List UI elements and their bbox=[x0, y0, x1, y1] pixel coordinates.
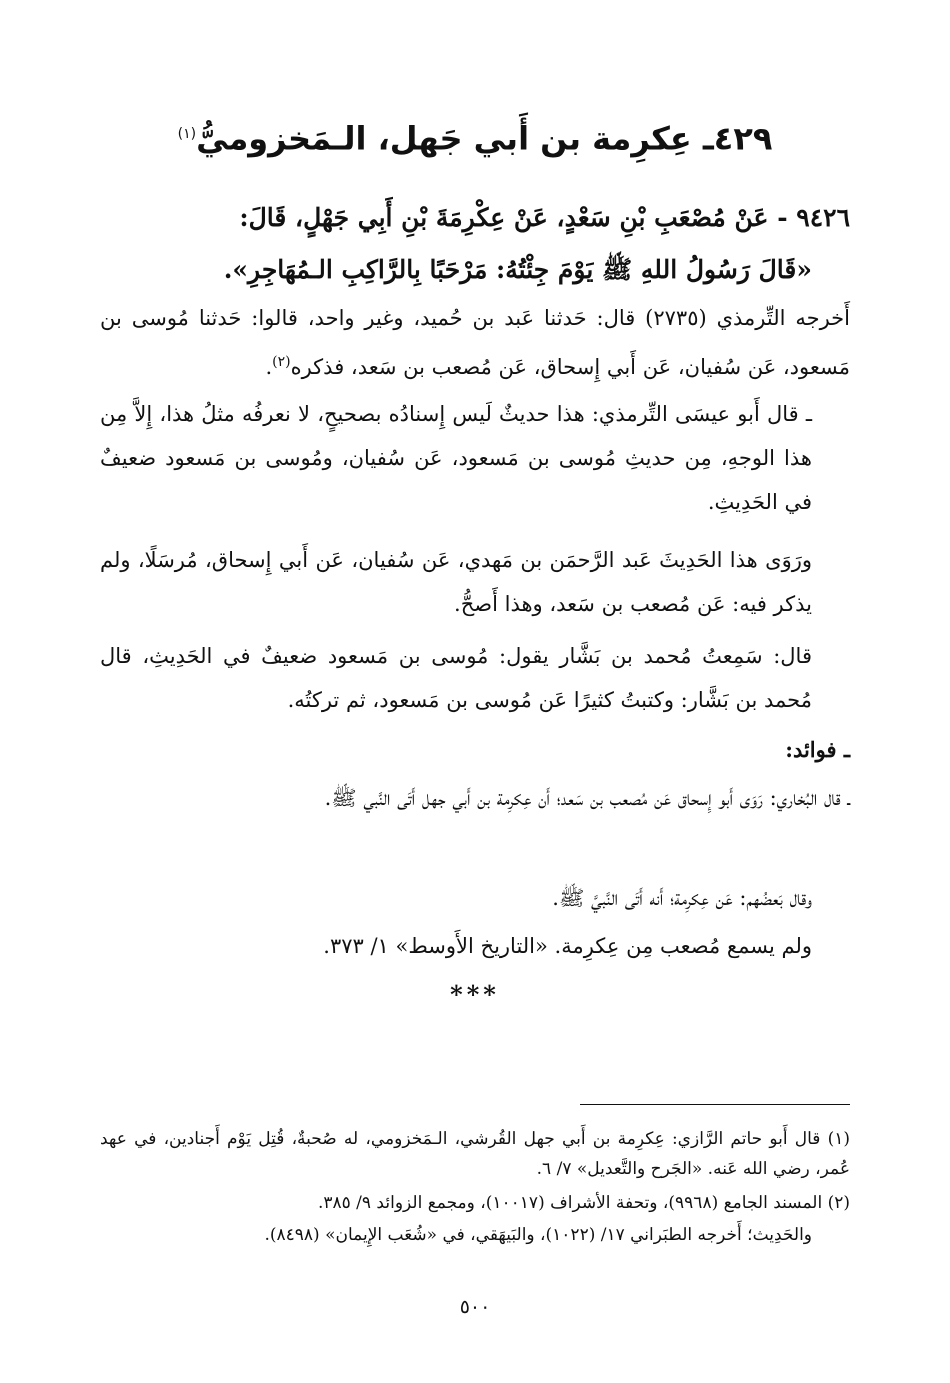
mursal-text: ورَوَى هذا الحَدِيثَ عَبد الرَّحمَن بن مَهدي، عَن سُفيان، عَن أَبي إِسحاق، مُرسَلًا، ولم يذكر فيه: عَن مُصعب بن سَعد، وهذا أَصحُّ. bbox=[100, 548, 812, 616]
page-number: ٥٠٠ bbox=[459, 1296, 491, 1318]
hadith-chain: عَنْ مُصْعَبِ بْنِ سَعْدٍ، عَنْ عِكْرِمَةَ بْنِ أَبِي جَهْلٍ، قَالَ: bbox=[239, 203, 769, 232]
benefits-heading: ـ فوائد: bbox=[785, 737, 850, 762]
tirmidhi-comment bbox=[100, 392, 850, 524]
takhrij-paragraph bbox=[100, 296, 850, 389]
takhrij-end: . bbox=[265, 355, 273, 379]
some-said-paragraph bbox=[100, 876, 850, 920]
hadith-block bbox=[100, 192, 850, 296]
some-said-text: وقال بَعضُهم: عَن عِكرِمة؛ أَنه أَتَى النَّبيَّ ﷺ. bbox=[552, 886, 812, 910]
bukhari-text: ـ قال البُخاري: رَوَى أَبو إِسحاق عَن مُصعب بن سَعد؛ أَن عِكرِمة بن أَبي جهل أَتَى النَّبي ﷺ. bbox=[324, 786, 850, 810]
footnote-divider bbox=[580, 1104, 850, 1105]
tirmidhi-comment-text: ـ قال أَبو عيسَى التِّرمذي: هذا حديثٌ لَيس إِسنادُه بصحيحٍ، لا نعرفُه مثلُ هذا، إِلاَّ مِن هذا الوجهِ، مِن حديثِ مُوسى بن مَسعود، عَن سُفيان، ومُوسى بن مَسعود ضعيفٌ في الحَدِيثِ. bbox=[100, 402, 812, 514]
footnote-ref-1: (١) bbox=[177, 126, 197, 142]
chapter-title-text: ٤٢٩ـ عِكرِمة بن أَبي جَهل، الـمَخزوميُّ bbox=[196, 119, 773, 158]
bashshar-paragraph bbox=[100, 634, 850, 722]
hadith-text: «قَالَ رَسُولُ اللهِ ﷺ يَوْمَ جِئْتُهُ: مَرْحَبًا بِالرَّاكِبِ الـمُهَاجِرِ». bbox=[223, 255, 812, 284]
book-page bbox=[100, 0, 850, 1383]
hadith-number: ٩٤٢٦ - bbox=[777, 203, 850, 232]
footnote-ref-2: (٢) bbox=[272, 354, 291, 370]
footnote-2-continuation-text: والحَدِيث؛ أَخرجه الطبَراني ١٧/ (١٠٢٢)، والبَيهَقي، في «شُعَب الإِيمان» (٨٤٩٨). bbox=[264, 1225, 812, 1245]
footnote-2-continuation bbox=[100, 1220, 850, 1250]
bashshar-text: قال: سَمِعتُ مُحمد بن بَشَّار يقول: مُوسى بن مَسعود ضعيفٌ في الحَدِيثِ، قال مُحمد بن بَشَّار: وكتبتُ كثيرًا عَن مُوسى بن مَسعود، ثم تركتُه. bbox=[100, 644, 812, 712]
section-separator: *** bbox=[450, 980, 500, 1009]
not-heard-text: ولم يسمع مُصعب مِن عِكرِمة. «التاريخ الأَوسط» ١/ ٣٧٣. bbox=[323, 934, 812, 958]
bukhari-paragraph bbox=[100, 776, 850, 820]
footnote-2: (٢) المسند الجامع (٩٩٦٨)، وتحفة الأشراف (١٠٠١٧)، ومجمع الزوائد ٩/ ٣٨٥. bbox=[317, 1193, 850, 1213]
footnote-1: (١) قال أَبو حاتم الرَّازي: عِكرِمة بن أَبي جهل القُرشي، الـمَخزومي، له صُحبةٌ، قُتِل يَوْم أَجنادين، في عهد عُمر، رضي الله عَنه. «الجَرح والتَّعديل» ٧/ ٦. bbox=[100, 1129, 850, 1179]
not-heard-paragraph bbox=[100, 924, 850, 968]
mursal-paragraph bbox=[100, 538, 850, 626]
chapter-title bbox=[100, 112, 850, 161]
takhrij-text: أَخرجه التِّرمذي (٢٧٣٥) قال: حَدثنا عَبد بن حُميد، وغير واحد، قالوا: حَدثنا مُوسى بن مَسعود، عَن سُفيان، عَن أَبي إِسحاق، عَن مُصعب بن سَعد، فذكره bbox=[100, 306, 850, 379]
